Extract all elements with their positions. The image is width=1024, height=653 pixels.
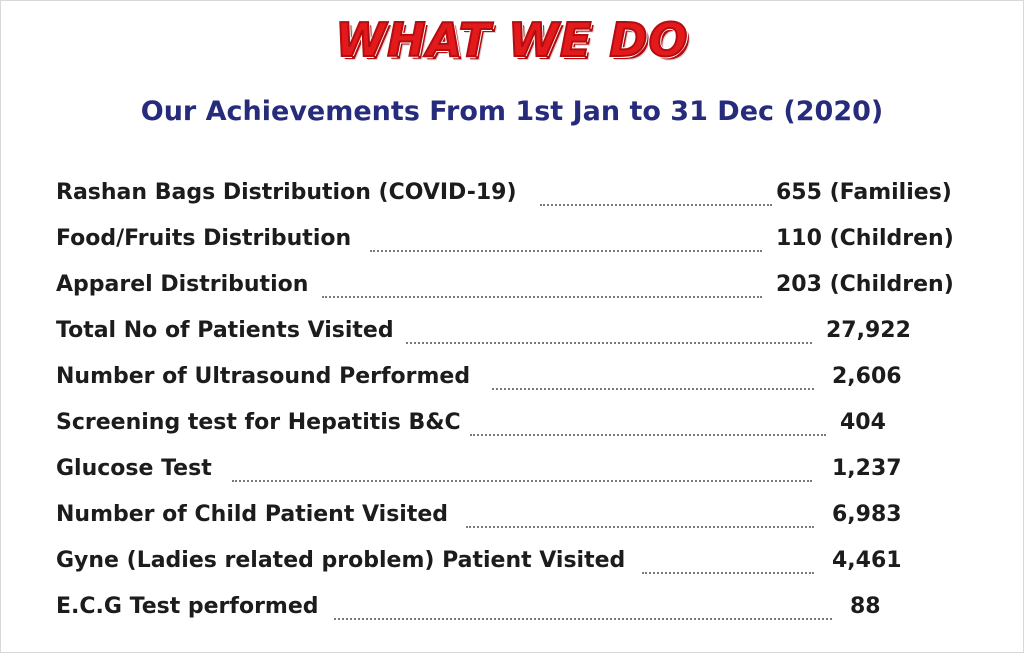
achievement-value: 88 (850, 594, 881, 619)
achievement-value: 2,606 (832, 364, 902, 389)
dotted-leader (322, 296, 762, 298)
dotted-leader (540, 204, 772, 206)
dotted-leader (642, 572, 814, 574)
achievement-label: Apparel Distribution (56, 272, 309, 297)
achievement-row (0, 264, 1024, 308)
achievement-row (0, 402, 1024, 446)
achievement-row (0, 448, 1024, 492)
achievement-label: E.C.G Test performed (56, 594, 319, 619)
achievement-value: 203 (Children) (776, 272, 954, 297)
achievement-row (0, 540, 1024, 584)
achievement-row (0, 586, 1024, 630)
achievement-label: Gyne (Ladies related problem) Patient Visited (56, 548, 626, 573)
achievement-value: 4,461 (832, 548, 902, 573)
achievement-value: 1,237 (832, 456, 902, 481)
dotted-leader (370, 250, 762, 252)
achievement-value: 404 (840, 410, 886, 435)
achievement-label: Number of Child Patient Visited (56, 502, 449, 527)
achievement-value: 110 (Children) (776, 226, 954, 251)
achievement-label: Number of Ultrasound Performed (56, 364, 471, 389)
achievement-value: 655 (Families) (776, 180, 952, 205)
achievement-label: Total No of Patients Visited (56, 318, 394, 343)
achievement-label: Food/Fruits Distribution (56, 226, 352, 251)
main-title: WHAT WE DO (335, 13, 689, 67)
dotted-leader (492, 388, 814, 390)
achievement-row (0, 356, 1024, 400)
achievement-row (0, 172, 1024, 216)
achievement-label: Glucose Test (56, 456, 212, 481)
dotted-leader (232, 480, 812, 482)
dotted-leader (466, 526, 814, 528)
dotted-leader (470, 434, 826, 436)
subtitle: Our Achievements From 1st Jan to 31 Dec (2020) (140, 96, 884, 127)
dotted-leader (406, 342, 812, 344)
achievement-value: 6,983 (832, 502, 902, 527)
dotted-leader (334, 618, 832, 620)
achievement-label: Rashan Bags Distribution (COVID-19) (56, 180, 517, 205)
achievement-value: 27,922 (826, 318, 911, 343)
achievement-row (0, 310, 1024, 354)
achievement-row (0, 494, 1024, 538)
achievement-row (0, 218, 1024, 262)
achievement-label: Screening test for Hepatitis B&C (56, 410, 461, 435)
